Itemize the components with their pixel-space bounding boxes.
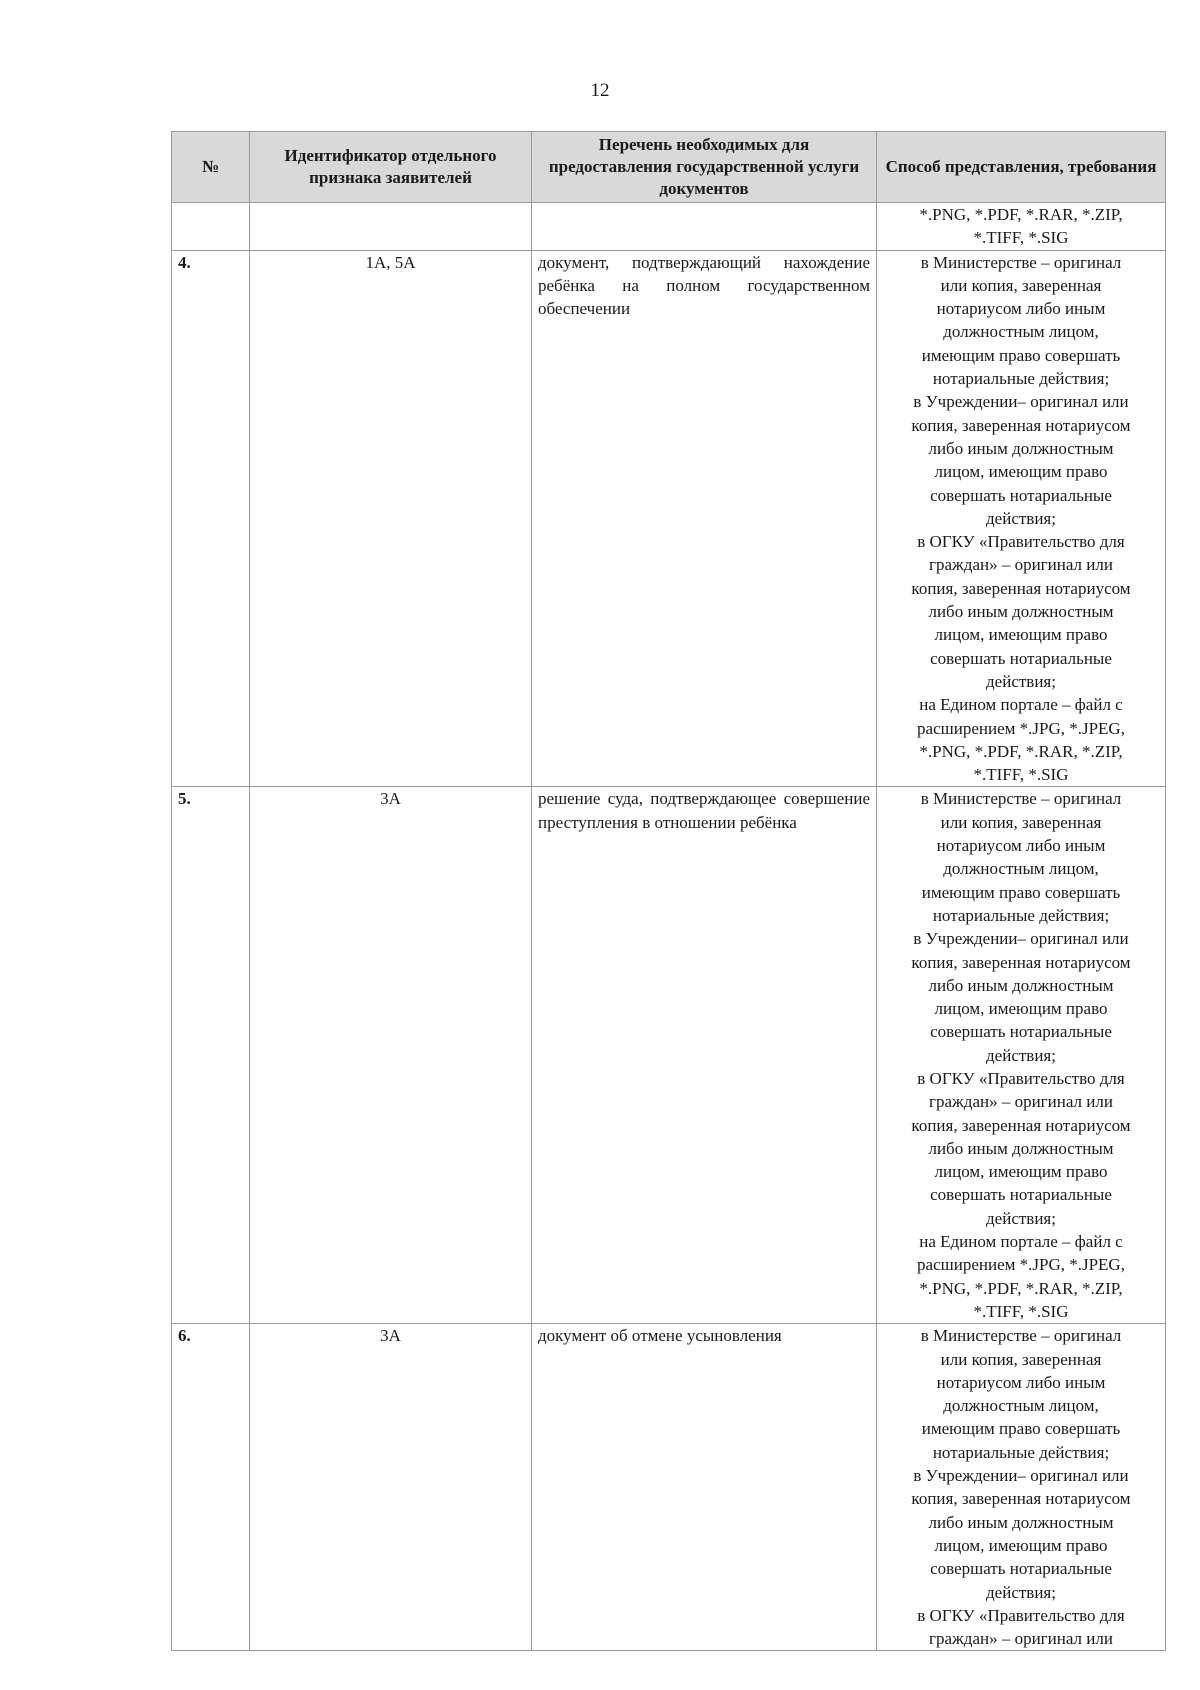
page-number: 12	[590, 80, 610, 101]
cell-num: 5.	[172, 787, 250, 1324]
cell-num: 4.	[172, 250, 250, 787]
cell-document: решение суда, подтверждающее совершение преступления в отношении ребёнка	[532, 787, 877, 1324]
cell-method: в Министерстве – оригинал или копия, заверенная нотариусом либо иным должностным лицом, имеющим право совершать нотариальные действия; в Учреждении– оригинал или копия, заверенная нотариусом либо иным должностным лицом, имеющим право совершать нотариальные действия; в ОГКУ «Правительство для граждан» – оригинал или копия, заверенная нотариусом либо иным должностным лицом, имеющим право совершать нотариальные действия; на Едином портале – файл с расширением *.JPG, *.JPEG, *.PNG, *.PDF, *.RAR, *.ZIP, *.TIFF, *.SIG	[877, 787, 1166, 1324]
header-documents: Перечень необходимых для предоставления государственной услуги документов	[532, 132, 877, 203]
table-header	[172, 132, 1166, 203]
cell-identifier: 3А	[250, 787, 532, 1324]
table-row	[172, 787, 1166, 1324]
cell-num: 6.	[172, 1324, 250, 1651]
table-row	[172, 250, 1166, 787]
documents-table	[171, 131, 1166, 1651]
cell-identifier: 1А, 5А	[250, 250, 532, 787]
table-row	[172, 1324, 1166, 1651]
header-method: Способ представления, требования	[877, 132, 1166, 203]
cell-method: в Министерстве – оригинал или копия, заверенная нотариусом либо иным должностным лицом, имеющим право совершать нотариальные действия; в Учреждении– оригинал или копия, заверенная нотариусом либо иным должностным лицом, имеющим право совершать нотариальные действия; в ОГКУ «Правительство для граждан» – оригинал или	[877, 1324, 1166, 1651]
cell-method: в Министерстве – оригинал или копия, заверенная нотариусом либо иным должностным лицом, имеющим право совершать нотариальные действия; в Учреждении– оригинал или копия, заверенная нотариусом либо иным должностным лицом, имеющим право совершать нотариальные действия; в ОГКУ «Правительство для граждан» – оригинал или копия, заверенная нотариусом либо иным должностным лицом, имеющим право совершать нотариальные действия; на Едином портале – файл с расширением *.JPG, *.JPEG, *.PNG, *.PDF, *.RAR, *.ZIP, *.TIFF, *.SIG	[877, 250, 1166, 787]
cell-identifier	[250, 203, 532, 251]
cell-document: документ, подтверждающий нахождение ребёнка на полном государственном обеспечении	[532, 250, 877, 787]
header-identifier: Идентификатор отдельного признака заявителей	[250, 132, 532, 203]
cell-num	[172, 203, 250, 251]
cell-document	[532, 203, 877, 251]
cell-identifier: 3А	[250, 1324, 532, 1651]
cell-method: *.PNG, *.PDF, *.RAR, *.ZIP, *.TIFF, *.SIG	[877, 203, 1166, 251]
cell-document: документ об отмене усыновления	[532, 1324, 877, 1651]
table-row-continuation	[172, 203, 1166, 251]
header-num: №	[172, 132, 250, 203]
